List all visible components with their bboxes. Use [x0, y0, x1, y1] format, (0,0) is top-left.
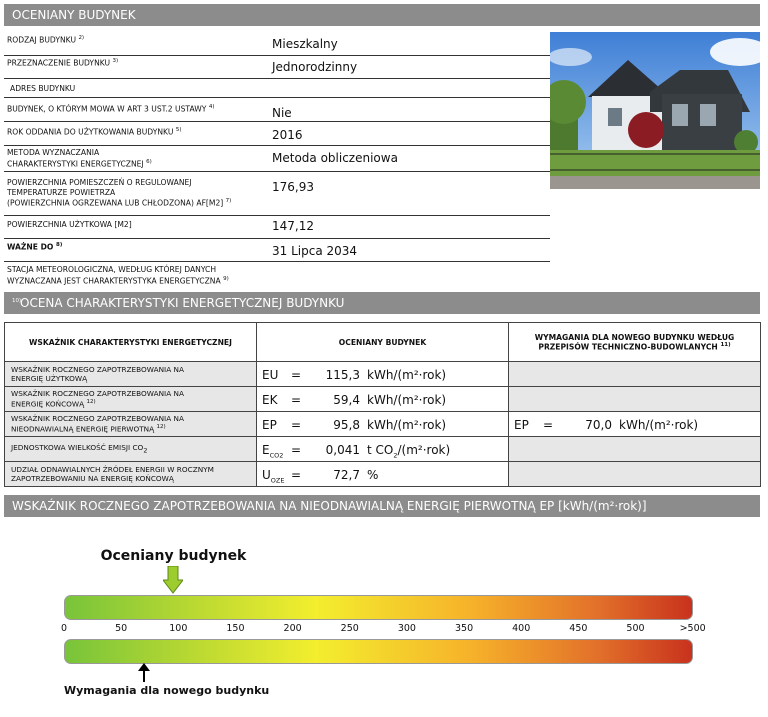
row-divider: [4, 55, 550, 56]
scale-tick-label: 150: [226, 623, 245, 634]
symbol-ep: EP: [262, 418, 277, 432]
unit-ep: kWh/(m²·rok): [367, 418, 447, 432]
table-row-uoze: UDZIAŁ ODNAWIALNYCH ŹRÓDEŁ ENERGII W ROCZNYM ZAPOTRZEBOWANIU NA ENERGIĘ KOŃCOWĄ $U_{OZE}$ = 72,7 %: [5, 462, 761, 487]
value-method: Metoda obliczeniowa: [272, 151, 398, 165]
scale-tick-label: 200: [283, 623, 302, 634]
scale-tick-label: 350: [454, 623, 474, 634]
unit-eco2: t $CO_2/(m^2\cdot rok)$: [367, 443, 451, 460]
house-image: [550, 32, 760, 189]
section-title-building: OCENIANY BUDYNEK: [4, 4, 760, 26]
unit-eu: kWh/(m²·rok): [367, 368, 447, 382]
row-divider: [4, 97, 550, 98]
label-building-purpose: PRZEZNACZENIE BUDYNKU $^{3)}$: [7, 58, 119, 68]
row-divider: [4, 238, 550, 239]
label-uoze: UDZIAŁ ODNAWIALNYCH ŹRÓDEŁ ENERGII W ROCZNYM ZAPOTRZEBOWANIU NA ENERGIĘ KOŃCOWĄ: [5, 462, 257, 487]
row-divider: [4, 78, 550, 79]
table-row-eco2: JEDNOSTKOWA WIELKOŚĆ EMISJI $CO_2$ $E_{CO2}$ = 0,041 t $CO_2/(m^2\cdot rok)$: [5, 437, 761, 462]
req-value-ep: 70,0: [585, 418, 612, 432]
label-method: METODA WYZNACZANIA CHARAKTERYSTYKI ENERGETYCZNEJ $^{6)}$: [7, 148, 152, 169]
value-heated-area: 176,93: [272, 180, 314, 194]
scale-tick-label: 250: [340, 623, 359, 634]
label-eu: WSKAŹNIK ROCZNEGO ZAPOTRZEBOWANIA NA ENERGIĘ UŻYTKOWĄ: [5, 362, 257, 387]
value-ep: 95,8: [333, 418, 360, 432]
table-header-row: [5, 323, 761, 362]
scale-bar-assessed: [64, 595, 693, 620]
label-building-type: RODZAJ BUDYNKU $^{2)}$: [7, 35, 85, 45]
header-requirements: WYMAGANIA DLA NOWEGO BUDYNKU WEDŁUG PRZEPISÓW TECHNICZNO-BUDOWLANYCH $^{11)}$: [509, 323, 761, 362]
assessed-building-label: Oceniany budynek: [100, 548, 247, 564]
label-art3: BUDYNEK, O KTÓRYM MOWA W ART 3 UST.2 USTAWY $^{4)}$: [7, 104, 215, 114]
symbol-uoze: $U_{OZE}$: [262, 468, 285, 485]
value-year: 2016: [272, 128, 303, 142]
row-divider: [4, 171, 550, 172]
row-divider: [4, 145, 550, 146]
value-building-purpose: Jednorodzinny: [272, 60, 358, 74]
scale-bar-requirements: [64, 639, 693, 664]
label-weather-station: STACJA METEOROLOGICZNA, WEDŁUG KTÓREJ DANYCH WYZNACZANA JEST CHARAKTERYSTYKA ENERGETYCZNA $^{9)}$: [7, 265, 229, 286]
value-building-type: Mieszkalny: [272, 37, 338, 51]
label-year: ROK ODDANIA DO UŻYTKOWANIA BUDYNKU $^{5)}$: [7, 127, 182, 137]
unit-ek: kWh/(m²·rok): [367, 393, 447, 407]
req-symbol-ep: EP: [514, 418, 529, 432]
building-photo: [550, 32, 760, 189]
label-ek: WSKAŹNIK ROCZNEGO ZAPOTRZEBOWANIA NA ENERGIĘ KOŃCOWĄ $^{12)}$: [5, 387, 257, 412]
scale-tick-label: 300: [397, 623, 416, 634]
label-valid-until: WAŻNE DO $^{8)}$: [7, 242, 63, 252]
scale-tick-label: 450: [569, 623, 588, 634]
requirement-label: Wymagania dla nowego budynku: [64, 684, 270, 697]
label-building-address: ADRES BUDYNKU: [10, 84, 76, 93]
assessed-arrow-icon: [163, 566, 183, 594]
req-uoze-empty: [509, 462, 761, 487]
symbol-ek: EK: [262, 393, 278, 407]
req-eco2-empty: [509, 437, 761, 462]
value-usable-area: 147,12: [272, 219, 314, 233]
label-ep: WSKAŹNIK ROCZNEGO ZAPOTRZEBOWANIA NA NIEODNAWIALNĄ ENERGIĘ PIERWOTNĄ $^{12)}$: [5, 412, 257, 437]
req-ek-empty: [509, 387, 761, 412]
row-divider: [4, 215, 550, 216]
value-valid-until: 31 Lipca 2034: [272, 244, 358, 258]
scale-tick-label: 500: [626, 623, 645, 634]
value-eco2: 0,041: [325, 443, 360, 457]
symbol-eco2: $E_{CO2}$: [262, 443, 284, 460]
row-divider: [4, 121, 550, 122]
section-title-evaluation: OCENA CHARAKTERYSTYKI ENERGETYCZNEJ BUDYNKU $^{10)}$: [4, 292, 760, 314]
symbol-eu: EU: [262, 368, 279, 382]
scale-tick-label: 0: [60, 623, 68, 634]
label-heated-area: POWIERZCHNIA POMIESZCZEŃ O REGULOWANEJ TEMPERATURZE POWIETRZA (POWIERZCHNIA OGRZEWANA LUB CHŁODZONA) AF[M2] $^{7)}$: [7, 178, 232, 208]
requirement-arrow-icon: [138, 663, 150, 683]
value-eu: 115,3: [325, 368, 360, 382]
req-eu-empty: [509, 362, 761, 387]
label-eco2: JEDNOSTKOWA WIELKOŚĆ EMISJI $CO_2$: [5, 437, 257, 462]
scale-tick-label: 400: [512, 623, 531, 634]
value-ek: 59,4: [333, 393, 360, 407]
scale-tick-label: >500: [679, 623, 706, 634]
header-assessed: OCENIANY BUDYNEK: [257, 323, 509, 362]
indicator-table: [4, 322, 761, 487]
unit-uoze: %: [367, 468, 379, 482]
row-divider: [4, 261, 550, 262]
header-indicator: WSKAŹNIK CHARAKTERYSTYKI ENERGETYCZNEJ: [5, 323, 257, 362]
req-unit-ep: kWh/(m²·rok): [619, 418, 699, 432]
value-uoze: 72,7: [333, 468, 360, 482]
value-art3: Nie: [272, 106, 292, 120]
section-title-ep-scale: WSKAŹNIK ROCZNEGO ZAPOTRZEBOWANIA NA NIEODNAWIALNĄ ENERGIĘ PIERWOTNĄ EP [kWh/(m²·rok)]: [4, 495, 760, 517]
scale-tick-label: 50: [115, 623, 128, 634]
scale-tick-label: 100: [169, 623, 188, 634]
table-row-ep: WSKAŹNIK ROCZNEGO ZAPOTRZEBOWANIA NA NIEODNAWIALNĄ ENERGIĘ PIERWOTNĄ $^{12)}$ EP = 95,8 kWh/(m²·rok) EP = 70,0 kWh/(m²·rok): [5, 412, 761, 437]
label-usable-area: POWIERZCHNIA UŻYTKOWA [M2]: [7, 220, 132, 229]
table-row-eu: WSKAŹNIK ROCZNEGO ZAPOTRZEBOWANIA NA ENERGIĘ UŻYTKOWĄ EU = 115,3 kWh/(m²·rok): [5, 362, 761, 387]
table-row-ek: WSKAŹNIK ROCZNEGO ZAPOTRZEBOWANIA NA ENERGIĘ KOŃCOWĄ $^{12)}$ EK = 59,4 kWh/(m²·rok): [5, 387, 761, 412]
